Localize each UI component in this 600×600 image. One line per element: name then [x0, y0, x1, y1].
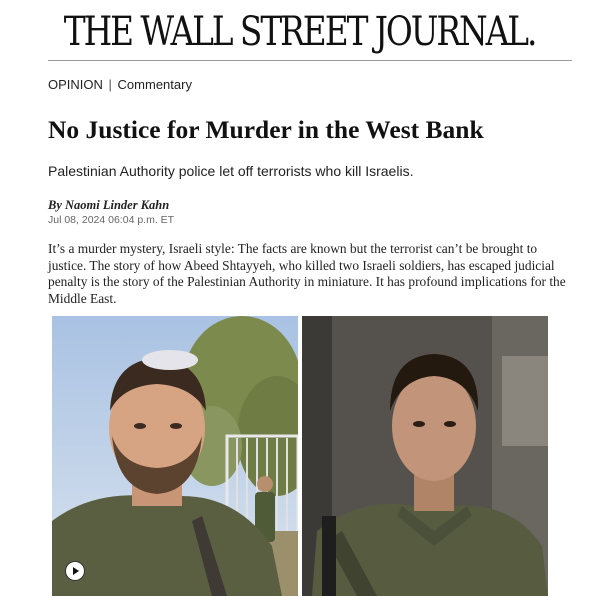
article-date: Jul 08, 2024 06:04 p.m. ET: [48, 214, 175, 226]
play-icon[interactable]: [66, 562, 84, 580]
section-opinion-link[interactable]: OPINION: [48, 77, 103, 92]
section-commentary-link[interactable]: Commentary: [117, 77, 192, 92]
masthead[interactable]: [0, 6, 600, 58]
article-dek: Palestinian Authority police let off terrorists who kill Israelis.: [48, 163, 414, 179]
article-photo-right[interactable]: [302, 316, 548, 596]
article-photo-left[interactable]: [52, 316, 298, 596]
article-headline: No Justice for Murder in the West Bank: [48, 115, 484, 144]
masthead-divider: [48, 60, 572, 61]
masthead-logo[interactable]: THE WALL STREET JOURNAL.: [64, 9, 536, 55]
section-separator: |: [108, 77, 112, 92]
article-byline[interactable]: By Naomi Linder Kahn: [48, 198, 170, 212]
section-label: [48, 77, 192, 92]
article-body: It’s a murder mystery, Israeli style: The facts are known but the terrorist can’t be brought to justice. The story of how Abeed Shtayyeh, who killed two Israeli soldiers, has escaped judicial penalty is the story of the Palestinian Authority in miniature. It has profound implications for the Middle East.: [48, 241, 566, 306]
